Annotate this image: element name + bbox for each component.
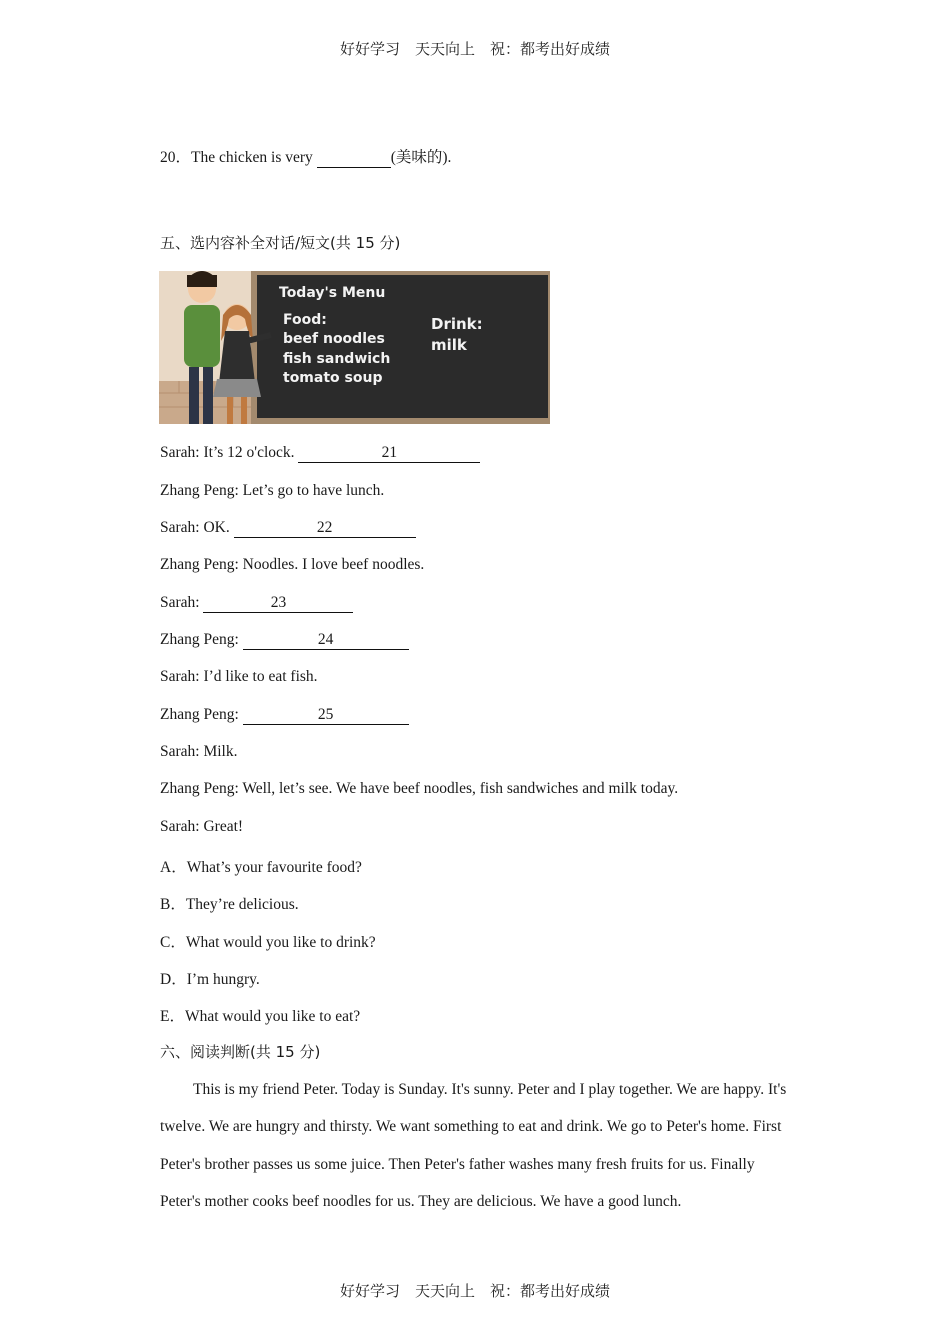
page-footer: 好好学习 天天向上 祝：都考出好成绩 [339, 1282, 610, 1300]
answer-blank-25[interactable]: 25 [243, 706, 409, 725]
dialogue-line [160, 706, 409, 725]
menu-food-label: Food: [283, 312, 327, 328]
dialogue-text: Sarah: It’s 12 o'clock. [160, 444, 299, 461]
option-a: A．What’s your favourite food? [160, 859, 362, 876]
question-20-blank[interactable] [317, 149, 391, 168]
section-6-title: 六、阅读判断(共 15 分) [160, 1043, 321, 1061]
dialogue-line: Sarah: Milk. [160, 743, 238, 760]
answer-blank-22[interactable]: 22 [234, 519, 416, 538]
reading-passage: This is my friend Peter. Today is Sunday. It's sunny. Peter and I play together. We are happy. It's twelve. We are hungry and thirsty. We want something to eat and drink. We go to Peter's home. First Peter's brother passes us some juice. Then Peter's father washes many fresh fruits for us. Finally Peter's mother cooks beef noodles for us. They are delicious. We have a good lunch. [160, 1081, 787, 1210]
dialogue-text: Zhang Peng: [160, 631, 243, 648]
option-e: E．What would you like to eat? [160, 1008, 361, 1025]
menu-food-item-2: fish sandwich [283, 351, 391, 367]
option-b: B．They’re delicious. [160, 896, 299, 913]
question-20 [160, 145, 451, 168]
dialogue-line: Zhang Peng: Noodles. I love beef noodles. [160, 556, 425, 573]
dialogue-line [160, 444, 480, 463]
dialogue-line: Sarah: Great! [160, 818, 244, 835]
page-header: 好好学习 天天向上 祝：都考出好成绩 [339, 40, 610, 58]
answer-blank-24[interactable]: 24 [243, 631, 409, 650]
question-20-text: 20．The chicken is very [160, 149, 317, 166]
dialogue-text: Sarah: [160, 594, 204, 611]
dialogue-line [160, 594, 353, 613]
question-20-hint: (美味的). [390, 149, 452, 166]
option-d: D．I’m hungry. [160, 971, 260, 988]
dialogue-line: Zhang Peng: Let’s go to have lunch. [160, 482, 385, 499]
menu-illustration-svg [159, 271, 550, 424]
dialogue-line: Sarah: I’d like to eat fish. [160, 668, 318, 685]
menu-food-item-1: beef noodles [283, 331, 385, 347]
menu-drink-label: Drink: [431, 315, 483, 333]
dialogue-line: Zhang Peng: Well, let’s see. We have beef noodles, fish sandwiches and milk today. [160, 780, 679, 797]
menu-title: Today's Menu [279, 285, 386, 301]
menu-illustration [159, 271, 550, 424]
section-5-title: 五、选内容补全对话/短文(共 15 分) [160, 234, 401, 252]
menu-food-item-3: tomato soup [283, 370, 383, 386]
dialogue-text: Sarah: OK. [160, 519, 234, 536]
answer-blank-21[interactable]: 21 [298, 444, 480, 463]
dialogue-text: Zhang Peng: [160, 706, 243, 723]
option-c: C．What would you like to drink? [160, 934, 376, 951]
menu-drink-item: milk [431, 336, 467, 354]
dialogue-line [160, 519, 416, 538]
dialogue-line [160, 631, 409, 650]
answer-blank-23[interactable]: 23 [203, 594, 353, 613]
